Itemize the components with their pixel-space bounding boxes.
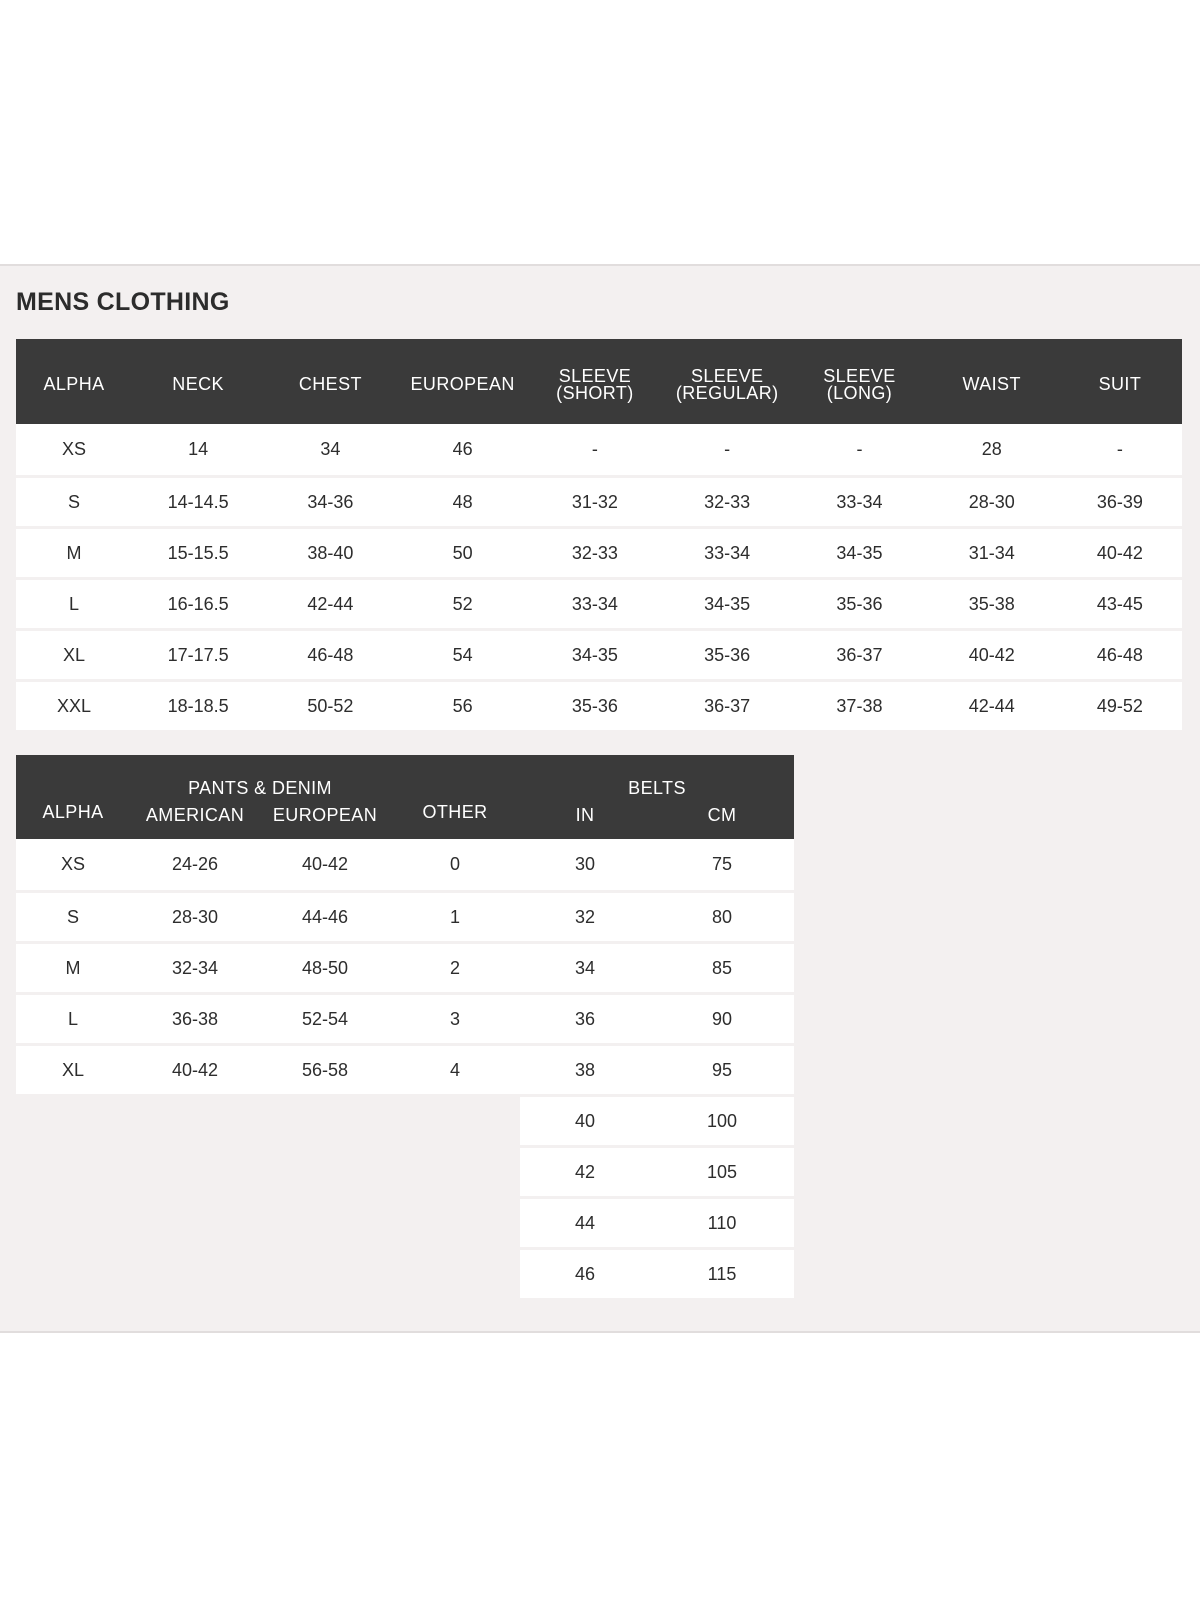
table-cell: 15-15.5 xyxy=(132,528,264,579)
empty-cell xyxy=(390,1147,520,1198)
empty-cell xyxy=(260,1096,390,1147)
table-cell: 40 xyxy=(520,1096,650,1147)
header-alpha: ALPHA xyxy=(16,755,130,839)
table-cell: 90 xyxy=(650,994,794,1045)
table-cell: 50 xyxy=(397,528,529,579)
table-cell: XXL xyxy=(16,681,132,731)
empty-cell xyxy=(390,1198,520,1249)
table-row xyxy=(16,994,794,1045)
table-cell: 24-26 xyxy=(130,839,260,892)
header-belt-cm: CM xyxy=(650,801,794,839)
table-row xyxy=(16,1249,794,1299)
empty-cell xyxy=(390,1096,520,1147)
table-cell: 85 xyxy=(650,943,794,994)
table-cell: 18-18.5 xyxy=(132,681,264,731)
table-cell: 34 xyxy=(264,424,396,477)
table-cell: 110 xyxy=(650,1198,794,1249)
table-cell: 36 xyxy=(520,994,650,1045)
header-european: EUROPEAN xyxy=(397,339,529,424)
table-cell: 38 xyxy=(520,1045,650,1096)
table-row xyxy=(16,681,1182,731)
table-cell: M xyxy=(16,943,130,994)
empty-cell xyxy=(16,1249,130,1299)
table-cell: 43-45 xyxy=(1058,579,1182,630)
table-cell: 115 xyxy=(650,1249,794,1299)
table-cell: 40-42 xyxy=(926,630,1058,681)
table-cell: 54 xyxy=(397,630,529,681)
table-cell: 52-54 xyxy=(260,994,390,1045)
table-cell: 34 xyxy=(520,943,650,994)
table-cell: L xyxy=(16,994,130,1045)
table-cell: 42 xyxy=(520,1147,650,1198)
page-title: MENS CLOTHING xyxy=(16,288,230,316)
empty-cell xyxy=(130,1096,260,1147)
header-suit: SUIT xyxy=(1058,339,1182,424)
table-cell: 17-17.5 xyxy=(132,630,264,681)
table-cell: 56 xyxy=(397,681,529,731)
table-cell: 36-38 xyxy=(130,994,260,1045)
header-other: OTHER xyxy=(390,755,520,839)
table-cell: S xyxy=(16,477,132,528)
table-cell: 3 xyxy=(390,994,520,1045)
table-row xyxy=(16,1045,794,1096)
table-cell: XS xyxy=(16,424,132,477)
table-cell: 30 xyxy=(520,839,650,892)
table-row xyxy=(16,1147,794,1198)
header-group-pants-denim: PANTS & DENIM xyxy=(130,755,390,801)
header-sleeve-long: SLEEVE (LONG) xyxy=(793,339,925,424)
table-cell: 36-37 xyxy=(661,681,793,731)
table-cell: 50-52 xyxy=(264,681,396,731)
mens-size-table xyxy=(16,339,1182,730)
table-cell: 40-42 xyxy=(260,839,390,892)
table-cell: 46-48 xyxy=(1058,630,1182,681)
header-chest: CHEST xyxy=(264,339,396,424)
header-waist: WAIST xyxy=(926,339,1058,424)
table-cell: 14-14.5 xyxy=(132,477,264,528)
table-group-header-row xyxy=(16,755,794,801)
table-cell: 34-35 xyxy=(661,579,793,630)
table-cell: XL xyxy=(16,1045,130,1096)
header-sleeve-regular: SLEEVE (REGULAR) xyxy=(661,339,793,424)
header-sleeve-short: SLEEVE (SHORT) xyxy=(529,339,661,424)
table-cell: - xyxy=(1058,424,1182,477)
table-cell: 35-36 xyxy=(529,681,661,731)
table-cell: 40-42 xyxy=(1058,528,1182,579)
table-cell: XS xyxy=(16,839,130,892)
header-alpha: ALPHA xyxy=(16,339,132,424)
table-cell: 31-34 xyxy=(926,528,1058,579)
table-cell: 46 xyxy=(397,424,529,477)
table-cell: M xyxy=(16,528,132,579)
empty-cell xyxy=(260,1147,390,1198)
table-cell: 31-32 xyxy=(529,477,661,528)
table-cell: 40-42 xyxy=(130,1045,260,1096)
table-cell: 49-52 xyxy=(1058,681,1182,731)
table-cell: 28-30 xyxy=(130,892,260,943)
empty-cell xyxy=(390,1249,520,1299)
empty-cell xyxy=(260,1249,390,1299)
table-cell: 34-35 xyxy=(529,630,661,681)
table-cell: 105 xyxy=(650,1147,794,1198)
table-cell: 33-34 xyxy=(529,579,661,630)
table-cell: XL xyxy=(16,630,132,681)
table-cell: L xyxy=(16,579,132,630)
table-cell: 35-38 xyxy=(926,579,1058,630)
table-row xyxy=(16,477,1182,528)
empty-cell xyxy=(16,1096,130,1147)
empty-cell xyxy=(16,1198,130,1249)
table-cell: - xyxy=(529,424,661,477)
empty-cell xyxy=(130,1249,260,1299)
empty-cell xyxy=(130,1198,260,1249)
table-cell: 95 xyxy=(650,1045,794,1096)
table-cell: 32-34 xyxy=(130,943,260,994)
table-cell: 48 xyxy=(397,477,529,528)
table-cell: 35-36 xyxy=(661,630,793,681)
table-cell: 44 xyxy=(520,1198,650,1249)
table-cell: 48-50 xyxy=(260,943,390,994)
header-european: EUROPEAN xyxy=(260,801,390,839)
table-cell: 28 xyxy=(926,424,1058,477)
table-row xyxy=(16,528,1182,579)
table-cell: 100 xyxy=(650,1096,794,1147)
table-cell: 4 xyxy=(390,1045,520,1096)
table-row xyxy=(16,892,794,943)
table-cell: 42-44 xyxy=(264,579,396,630)
table-cell: 36-39 xyxy=(1058,477,1182,528)
table-row xyxy=(16,630,1182,681)
table-cell: 38-40 xyxy=(264,528,396,579)
header-american: AMERICAN xyxy=(130,801,260,839)
table-cell: 32 xyxy=(520,892,650,943)
table-cell: 28-30 xyxy=(926,477,1058,528)
table-row xyxy=(16,579,1182,630)
header-neck: NECK xyxy=(132,339,264,424)
header-belt-in: IN xyxy=(520,801,650,839)
table-cell: 35-36 xyxy=(793,579,925,630)
table-row xyxy=(16,839,794,892)
table-cell: 16-16.5 xyxy=(132,579,264,630)
header-group-belts: BELTS xyxy=(520,755,794,801)
pants-belts-size-table xyxy=(16,755,794,1298)
table-cell: 42-44 xyxy=(926,681,1058,731)
empty-cell xyxy=(260,1198,390,1249)
table-cell: 56-58 xyxy=(260,1045,390,1096)
table-cell: 33-34 xyxy=(661,528,793,579)
table-cell: 44-46 xyxy=(260,892,390,943)
table-cell: 0 xyxy=(390,839,520,892)
table-cell: 14 xyxy=(132,424,264,477)
table-cell: 32-33 xyxy=(661,477,793,528)
table-cell: 46 xyxy=(520,1249,650,1299)
table-cell: S xyxy=(16,892,130,943)
table-row xyxy=(16,943,794,994)
table-cell: 1 xyxy=(390,892,520,943)
table-cell: 2 xyxy=(390,943,520,994)
table-cell: 34-35 xyxy=(793,528,925,579)
empty-cell xyxy=(130,1147,260,1198)
table-cell: 46-48 xyxy=(264,630,396,681)
table-cell: 52 xyxy=(397,579,529,630)
table-cell: 36-37 xyxy=(793,630,925,681)
table-header-row xyxy=(16,339,1182,424)
table-cell: 80 xyxy=(650,892,794,943)
table-row xyxy=(16,424,1182,477)
table-cell: 37-38 xyxy=(793,681,925,731)
table-cell: 33-34 xyxy=(793,477,925,528)
table-cell: 32-33 xyxy=(529,528,661,579)
table-row xyxy=(16,1096,794,1147)
table-cell: 34-36 xyxy=(264,477,396,528)
table-row xyxy=(16,1198,794,1249)
empty-cell xyxy=(16,1147,130,1198)
table-cell: - xyxy=(661,424,793,477)
table-cell: - xyxy=(793,424,925,477)
table-cell: 75 xyxy=(650,839,794,892)
